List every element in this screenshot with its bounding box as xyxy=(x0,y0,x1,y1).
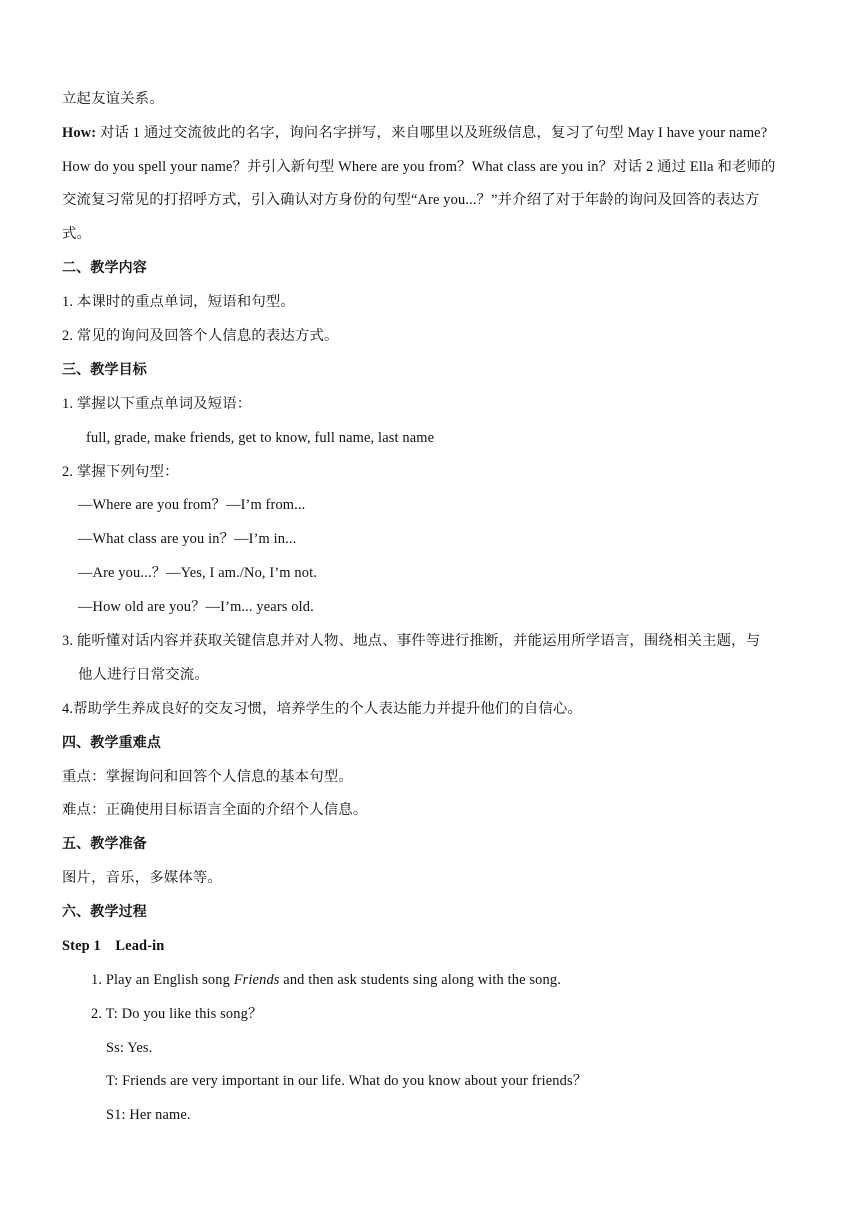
dialogue-student-1: S1: Her name. xyxy=(106,1107,191,1123)
how-line-2: How do you spell your name？并引入新句型 Where are you from？What class are you in？对话 2 通过 Ella 和老师的 xyxy=(62,159,776,175)
paragraph-continuation: 立起友谊关系。 xyxy=(62,91,164,107)
item-1-prefix: 1. Play an English song xyxy=(91,972,234,988)
difficult-point: 难点：正确使用目标语言全面的介绍个人信息。 xyxy=(62,802,368,818)
section-heading-preparation: 五、教学准备 xyxy=(62,836,147,852)
step-1-title: Step 1 Lead-in xyxy=(62,938,165,954)
step-1-item-2: 2. T: Do you like this song？ xyxy=(91,1006,263,1022)
section-heading-objectives: 三、教学目标 xyxy=(62,362,147,378)
objective-item-1: 1. 掌握以下重点单词及短语： xyxy=(62,396,252,412)
how-line-4: 式。 xyxy=(62,226,92,242)
objective-item-2: 2. 掌握下列句型： xyxy=(62,464,179,480)
content-item-1: 1. 本课时的重点单词，短语和句型。 xyxy=(62,294,295,310)
item-1-suffix: and then ask students sing along with the song. xyxy=(279,972,561,988)
objective-item-3-line-2: 他人进行日常交流。 xyxy=(78,667,209,683)
how-label: How: xyxy=(62,125,97,141)
dialogue-teacher: T: Friends are very important in our life. What do you know about your friends？ xyxy=(106,1073,588,1089)
key-words-list: full, grade, make friends, get to know, full name, last name xyxy=(86,430,435,446)
section-heading-content: 二、教学内容 xyxy=(62,260,147,276)
section-heading-key-points: 四、教学重难点 xyxy=(62,735,162,751)
content-item-2: 2. 常见的询问及回答个人信息的表达方式。 xyxy=(62,328,339,344)
sentence-pattern-2: —What class are you in？—I’m in... xyxy=(78,531,297,547)
key-point: 重点：掌握询问和回答个人信息的基本句型。 xyxy=(62,769,353,785)
sentence-pattern-4: —How old are you？—I’m... years old. xyxy=(78,599,314,615)
objective-item-3-line-1: 3. 能听懂对话内容并获取关键信息并对人物、地点、事件等进行推断，并能运用所学语言，围绕相关主题，与 xyxy=(62,633,761,649)
how-paragraph-line xyxy=(62,123,767,143)
how-line-1: 对话 1 通过交流彼此的名字，询问名字拼写，来自哪里以及班级信息，复习了句型 May I have your name? xyxy=(99,125,768,141)
objective-item-4: 4.帮助学生养成良好的交友习惯，培养学生的个人表达能力并提升他们的自信心。 xyxy=(62,701,583,717)
sentence-pattern-3: —Are you...？—Yes, I am./No, I’m not. xyxy=(78,565,317,581)
section-heading-process: 六、教学过程 xyxy=(62,904,147,920)
sentence-pattern-1: —Where are you from？—I’m from... xyxy=(78,497,306,513)
song-title: Friends xyxy=(233,972,280,988)
dialogue-students: Ss: Yes. xyxy=(106,1040,153,1056)
preparation-text: 图片，音乐，多媒体等。 xyxy=(62,870,222,886)
how-line-3: 交流复习常见的打招呼方式，引入确认对方身份的句型“Are you...？”并介绍了对于年龄的询问及回答的表达方 xyxy=(62,192,760,208)
step-1-item-1 xyxy=(91,970,561,990)
